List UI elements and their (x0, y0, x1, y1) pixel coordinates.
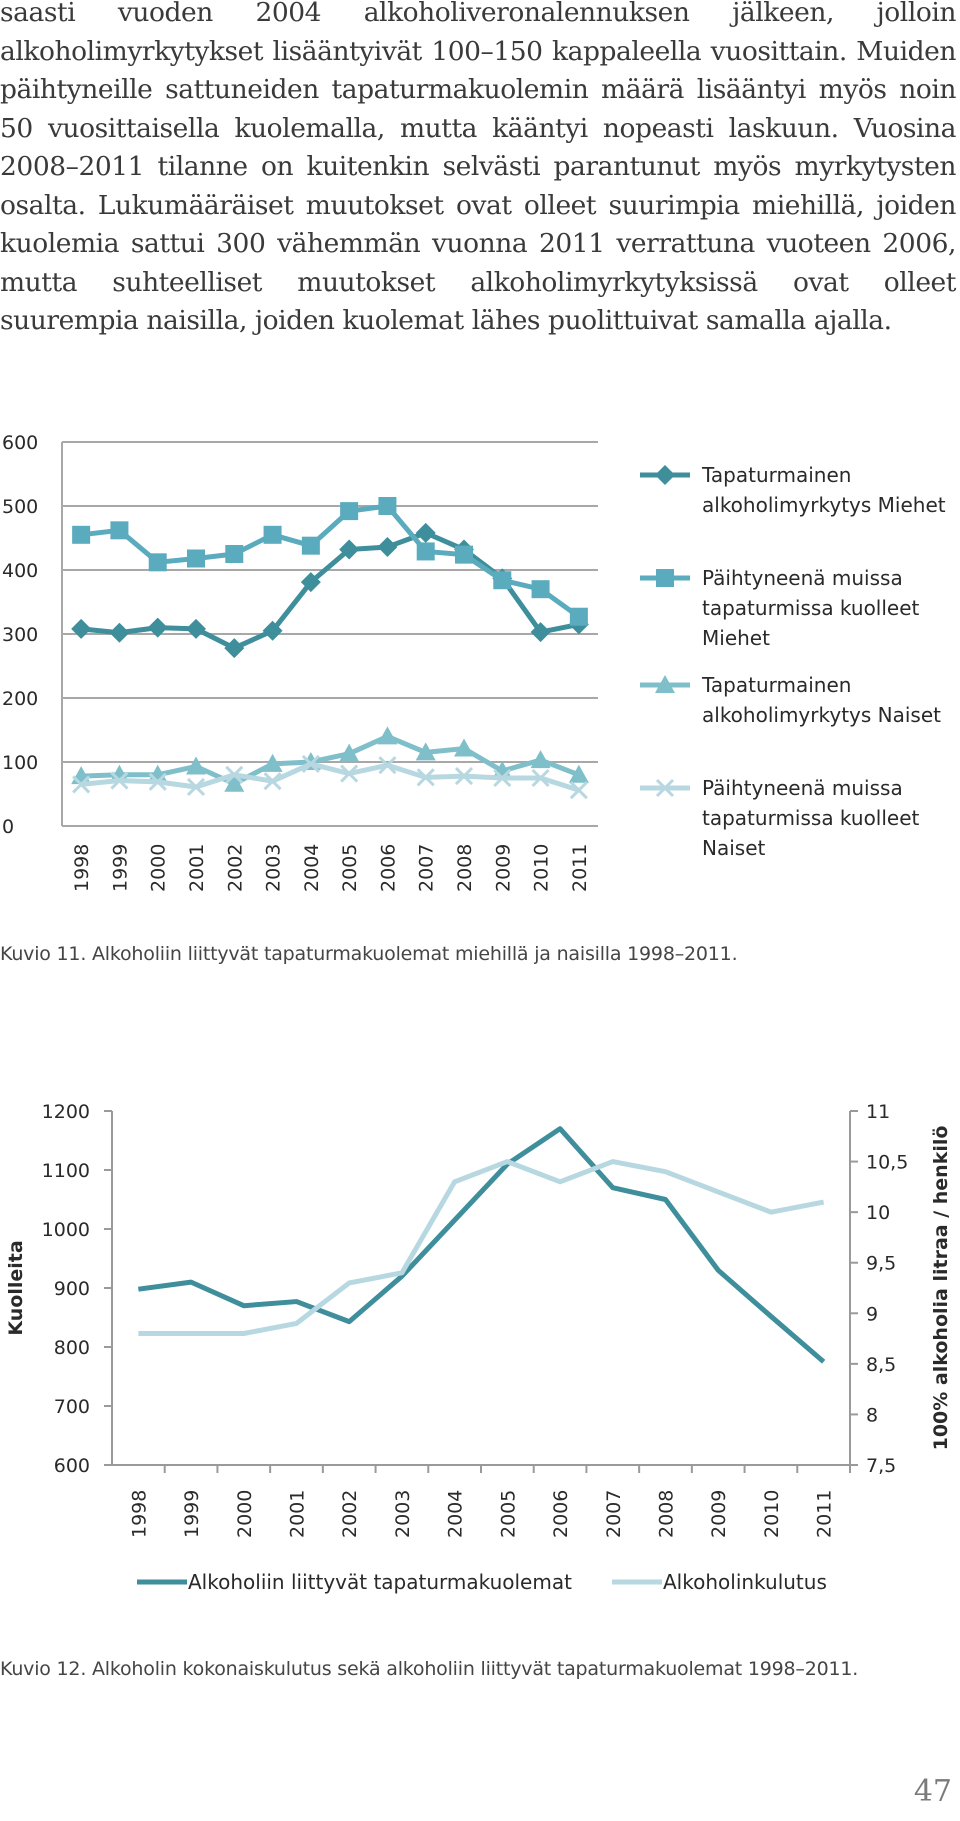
y2-tick-label: 9,5 (866, 1252, 897, 1275)
y2-tick-label: 8 (866, 1404, 879, 1427)
y-tick-label: 1100 (41, 1160, 90, 1182)
data-point (377, 537, 397, 557)
x-tick-label: 2009 (492, 843, 515, 892)
data-point (417, 542, 435, 560)
x-tick-label: 2002 (339, 1489, 362, 1538)
x-tick-label: 2010 (530, 843, 553, 892)
legend-marker (656, 569, 674, 587)
data-point (225, 545, 243, 563)
x-tick-label: 2006 (377, 843, 400, 892)
y-tick-label: 300 (2, 624, 39, 646)
data-point (109, 623, 129, 643)
data-point (110, 521, 128, 539)
y2-tick-label: 11 (866, 1101, 891, 1123)
data-point (149, 553, 167, 571)
x-tick-label: 1999 (109, 843, 132, 892)
x-tick-label: 2001 (286, 1489, 309, 1538)
y-tick-label: 200 (2, 688, 39, 710)
x-tick-label: 2003 (262, 843, 285, 892)
legend-label: Päihtyneenä muissa tapaturmissa kuolleet Miehet (702, 566, 920, 650)
y2-axis-title: 100% alkoholia litraa / henkilö (930, 1125, 952, 1451)
y2-tick-label: 8,5 (866, 1353, 897, 1376)
data-point (532, 580, 550, 598)
y-tick-label: 600 (53, 1455, 90, 1477)
x-tick-label: 1999 (181, 1489, 204, 1538)
x-tick-label: 2003 (391, 1489, 414, 1538)
x-tick-label: 2006 (550, 1489, 573, 1538)
y-tick-label: 1000 (41, 1219, 90, 1241)
series-line (138, 1129, 823, 1362)
data-point (72, 526, 90, 544)
y2-tick-label: 10,5 (866, 1151, 909, 1174)
data-point (455, 546, 473, 564)
x-tick-label: 2008 (454, 843, 476, 892)
y-tick-label: 500 (2, 496, 39, 518)
x-tick-label: 2000 (233, 1489, 256, 1538)
x-tick-label: 2010 (760, 1489, 783, 1538)
y-tick-label: 700 (53, 1396, 90, 1418)
body-paragraph: saasti vuoden 2004 alkoholiveronalennuksen jälkeen, jolloin alkoholimyrkytykset lisääntyivät 100–150 kappaleella vuosittain. Muiden päihtyneille sattuneiden tapaturmakuolemin määrä lisääntyi myös noin 50 vuosittaisella kuolemalla, mutta kääntyi nopeasti laskuun. Vuosina 2008–2011 tilanne on kuitenkin selvästi parantunut myös myrkytysten osalta. Lukumääräiset muutokset ovat olleet suurimpia miehillä, joiden kuolemia sattui 300 vähemmän vuonna 2011 verrattuna vuoteen 2006, mutta suhteelliset muutokset alkoholimyrkytyksissä ovat olleet suurempia naisilla, joiden kuolemat lähes puolittuivat samalla ajalla. (0, 0, 956, 336)
page-number: 47 (913, 1774, 952, 1809)
x-tick-label: 2011 (813, 1489, 836, 1538)
x-tick-label: 2005 (339, 843, 362, 892)
data-point (264, 526, 282, 544)
legend-label: Päihtyneenä muissa tapaturmissa kuolleet Naiset (702, 776, 920, 860)
x-tick-label: 2007 (415, 843, 438, 892)
y-tick-label: 0 (2, 816, 15, 838)
x-tick-label: 2008 (655, 1489, 678, 1538)
x-tick-label: 2005 (497, 1489, 520, 1538)
x-tick-label: 2004 (300, 843, 323, 892)
data-point (340, 502, 358, 520)
y-tick-label: 400 (2, 560, 39, 582)
y-tick-label: 800 (53, 1337, 90, 1359)
figure-11-caption: Kuvio 11. Alkoholiin liittyvät tapaturmakuolemat miehillä ja naisilla 1998–2011. (0, 943, 738, 965)
data-point (531, 750, 551, 768)
legend-marker (655, 465, 675, 485)
x-tick-label: 2002 (224, 843, 247, 892)
y2-tick-label: 7,5 (866, 1455, 897, 1477)
x-tick-label: 2009 (708, 1489, 731, 1538)
x-tick-label: 2011 (568, 843, 591, 892)
data-point (377, 726, 397, 744)
y-tick-label: 900 (53, 1278, 90, 1300)
y2-tick-label: 9 (866, 1303, 879, 1326)
y-tick-label: 100 (2, 752, 39, 774)
series-line (138, 1162, 823, 1334)
data-point (302, 537, 320, 555)
legend-label: Alkoholiin liittyvät tapaturmakuolemat (188, 1570, 572, 1594)
x-tick-label: 1998 (71, 843, 94, 892)
figure-12-caption: Kuvio 12. Alkoholin kokonaiskulutus sekä alkoholiin liittyvät tapaturmakuolemat 1998–2011. (0, 1658, 859, 1680)
legend-label: Tapaturmainen alkoholimyrkytys Naiset (702, 673, 941, 727)
legend-label: Tapaturmainen alkoholimyrkytys Miehet (702, 463, 946, 517)
data-point (71, 619, 91, 639)
x-tick-label: 1998 (128, 1489, 151, 1538)
y-axis-title: Kuolleita (5, 1240, 27, 1336)
data-point (187, 549, 205, 567)
data-point (493, 571, 511, 589)
legend-label: Alkoholinkulutus (663, 1570, 827, 1594)
y-tick-label: 1200 (41, 1101, 90, 1123)
data-point (378, 497, 396, 515)
x-tick-label: 2004 (444, 1489, 467, 1538)
data-point (186, 619, 206, 639)
x-tick-label: 2001 (186, 843, 208, 892)
chart-alcohol-deaths-by-gender (0, 420, 960, 920)
y-tick-label: 600 (2, 432, 39, 454)
y2-tick-label: 10 (866, 1202, 891, 1225)
chart-consumption-vs-deaths (0, 1080, 960, 1600)
x-tick-label: 2000 (147, 843, 170, 892)
x-tick-label: 2007 (602, 1489, 625, 1538)
data-point (224, 638, 244, 658)
data-point (570, 608, 588, 626)
